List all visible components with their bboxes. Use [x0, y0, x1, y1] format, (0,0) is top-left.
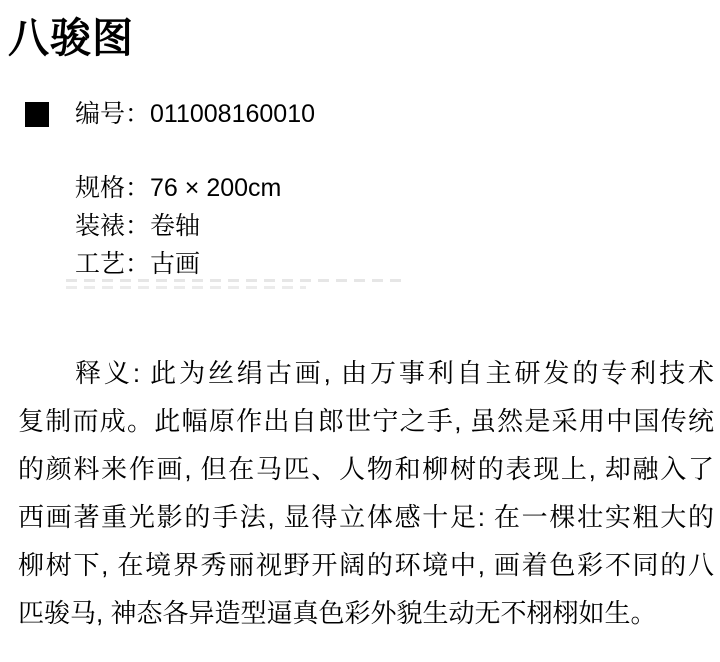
spec-row-craft	[75, 245, 281, 283]
spec-row-size	[75, 169, 281, 207]
faded-erased-text-artifact	[66, 279, 706, 293]
faded-line-2	[66, 286, 306, 289]
spec-mounting-label: 装裱：	[75, 212, 151, 240]
page-title: 八骏图	[8, 15, 134, 61]
spec-craft-label: 工艺：	[75, 250, 151, 278]
description-paragraph	[18, 349, 714, 637]
spec-list	[75, 169, 281, 283]
description-line: 匹骏马, 神态各异造型逼真色彩外貌生动无不栩栩如生。	[18, 598, 657, 628]
description-line: 释义: 此为丝绢古画, 由万事利自主研发的专利技术	[75, 358, 714, 388]
product-code-label: 编号：	[75, 100, 151, 128]
description-line: 复制而成。此幅原作出自郎世宁之手, 虽然是采用中国传统	[18, 406, 714, 436]
description-line: 西画著重光影的手法, 显得立体感十足: 在一棵壮实粗大的	[18, 502, 714, 532]
spec-row-mounting	[75, 207, 281, 245]
description-line: 的颜料来作画, 但在马匹、人物和柳树的表现上, 却融入了	[18, 454, 714, 484]
spec-mounting-value: 卷轴	[150, 212, 201, 240]
spec-size-value: 76 × 200cm	[150, 174, 282, 202]
spec-craft-value: 古画	[150, 250, 201, 278]
square-bullet-icon	[25, 102, 49, 127]
description-line: 柳树下, 在境界秀丽视野开阔的环境中, 画着色彩不同的八	[18, 550, 714, 580]
product-code-row	[25, 100, 315, 128]
product-code-value: 011008160010	[150, 100, 316, 128]
spec-size-label: 规格：	[75, 174, 151, 202]
faded-line-1	[66, 279, 406, 282]
